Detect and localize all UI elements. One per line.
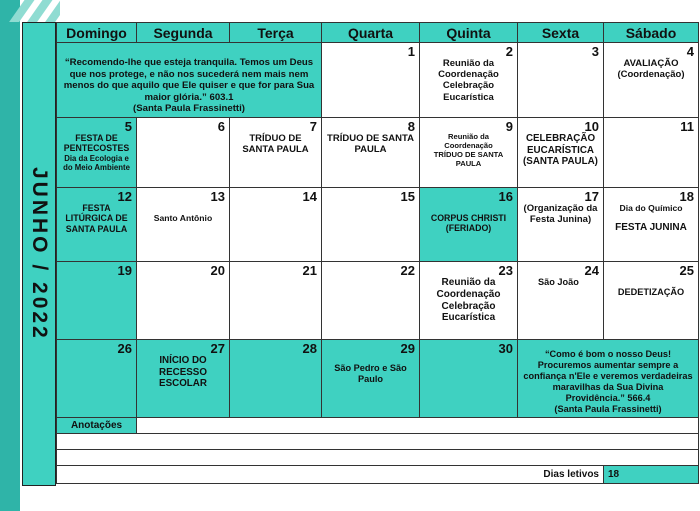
quote-bottom-text: “Como é bom o nosso Deus! Procuremos aumentar sempre a confiança n'Ele e veremos verdadeiras maravilhas da Sua Divina Providência.” 566.4 (523, 349, 693, 404)
school-days-row (57, 466, 699, 484)
day-cell-4[interactable] (604, 43, 699, 118)
school-days-value: 18 (604, 466, 699, 484)
day-event: INÍCIO DO RECESSO ESCOLAR (159, 355, 207, 390)
day-number: 6 (217, 119, 225, 134)
notes-row (57, 450, 699, 466)
day-cell-3[interactable] (518, 43, 604, 118)
day-cell-1[interactable] (322, 43, 420, 118)
quote-box-top (57, 43, 322, 118)
school-days-label: Dias letivos (57, 466, 604, 484)
notes-line[interactable] (137, 418, 699, 434)
day-number: 17 (584, 189, 599, 204)
weekday-thursday: Quinta (420, 23, 518, 43)
day-event: Reunião da Coordenação TRÍDUO DE SANTA PAULA (433, 132, 504, 168)
week-row-5 (57, 340, 699, 418)
day-cell-17[interactable] (518, 188, 604, 262)
day-number: 25 (679, 263, 694, 278)
day-number: 7 (309, 119, 317, 134)
day-number: 3 (591, 44, 599, 59)
weekday-wednesday: Quarta (322, 23, 420, 43)
day-cell-9[interactable] (420, 118, 518, 188)
day-number: 26 (117, 341, 132, 356)
day-event: DEDETIZAÇÃO (617, 287, 685, 297)
month-sidebar (22, 22, 56, 486)
day-event: TRÍDUO DE SANTA PAULA (242, 133, 309, 156)
day-cell-7[interactable] (230, 118, 322, 188)
day-cell-23[interactable] (420, 262, 518, 340)
day-cell-10[interactable] (518, 118, 604, 188)
day-cell-24[interactable] (518, 262, 604, 340)
day-number: 1 (407, 44, 415, 59)
notes-line[interactable] (57, 434, 699, 450)
calendar-grid (56, 22, 699, 484)
day-number: 22 (400, 263, 415, 278)
day-event: Reunião da Coordenação Celebração Eucarística (436, 277, 501, 324)
quote-box-bottom (518, 340, 699, 418)
day-number: 10 (584, 119, 599, 134)
day-number: 14 (302, 189, 317, 204)
day-number: 29 (400, 341, 415, 356)
day-event: Dia do Químico FESTA JUNINA (615, 203, 687, 234)
day-number: 15 (400, 189, 415, 204)
day-cell-16[interactable] (420, 188, 518, 262)
day-number: 24 (584, 263, 599, 278)
day-number: 13 (210, 189, 225, 204)
day-number: 27 (210, 341, 225, 356)
day-number: 2 (505, 44, 513, 59)
day-number: 21 (302, 263, 317, 278)
day-cell-15[interactable] (322, 188, 420, 262)
day-number: 30 (498, 341, 513, 356)
day-number: 28 (302, 341, 317, 356)
day-cell-8[interactable] (322, 118, 420, 188)
day-number: 8 (407, 119, 415, 134)
weekday-sunday: Domingo (57, 23, 137, 43)
day-number: 12 (117, 189, 132, 204)
day-number: 9 (505, 119, 513, 134)
day-cell-6[interactable] (137, 118, 230, 188)
day-cell-26[interactable] (57, 340, 137, 418)
weekday-header-row (57, 23, 699, 43)
weekday-monday: Segunda (137, 23, 230, 43)
day-event: CORPUS CHRISTI (FERIADO) (430, 213, 507, 234)
day-number: 19 (117, 263, 132, 278)
notes-row (57, 418, 699, 434)
day-number: 18 (679, 189, 694, 204)
month-title: JUNHO / 2022 (28, 167, 51, 341)
day-event: Santo Antônio (153, 213, 213, 223)
weekday-saturday: Sábado (604, 23, 699, 43)
quote-bottom-author: (Santa Paula Frassinetti) (554, 404, 662, 415)
day-cell-19[interactable] (57, 262, 137, 340)
quote-top-text: “Recomendo-lhe que esteja tranquila. Temos um Deus que nos protege, e não nos sucederá nem mais nem menos do que aquilo que Ele quiser e que for para Sua maior glória.” 603.1 (63, 57, 315, 103)
day-number: 5 (124, 119, 132, 134)
week-row-3 (57, 188, 699, 262)
day-event: CELEBRAÇÃO EUCARÍSTICA (SANTA PAULA) (523, 133, 598, 168)
day-number: 4 (686, 44, 694, 59)
day-event: FESTA DE PENTECOSTES Dia da Ecologia e do Meio Ambiente (63, 133, 130, 172)
day-event: São Pedro e São Paulo (334, 363, 407, 384)
corner-decoration (0, 0, 60, 22)
day-cell-20[interactable] (137, 262, 230, 340)
day-number: 11 (680, 119, 694, 134)
week-row-4 (57, 262, 699, 340)
day-event: São João (538, 277, 579, 287)
day-number: 20 (210, 263, 225, 278)
day-cell-12[interactable] (57, 188, 137, 262)
day-number: 16 (498, 189, 513, 204)
day-number: 23 (498, 263, 513, 278)
day-event: TRÍDUO DE SANTA PAULA (327, 133, 414, 156)
day-cell-5[interactable] (57, 118, 137, 188)
day-cell-25[interactable] (604, 262, 699, 340)
day-cell-18[interactable] (604, 188, 699, 262)
notes-line[interactable] (57, 450, 699, 466)
day-cell-13[interactable] (137, 188, 230, 262)
weekday-tuesday: Terça (230, 23, 322, 43)
notes-row (57, 434, 699, 450)
day-cell-22[interactable] (322, 262, 420, 340)
notes-label: Anotações (57, 418, 137, 434)
week-row-1 (57, 43, 699, 118)
day-event: Reunião da Coordenação Celebração Eucarística (438, 58, 499, 103)
week-row-2 (57, 118, 699, 188)
day-cell-21[interactable] (230, 262, 322, 340)
left-border-band (0, 0, 20, 511)
day-event: AVALIAÇÃO (Coordenação) (617, 58, 685, 81)
weekday-friday: Sexta (518, 23, 604, 43)
day-cell-2[interactable] (420, 43, 518, 118)
quote-top-author: (Santa Paula Frassinetti) (133, 103, 245, 114)
day-cell-27[interactable] (137, 340, 230, 418)
day-cell-30[interactable] (420, 340, 518, 418)
day-cell-11[interactable] (604, 118, 699, 188)
day-event: FESTA LITÚRGICA DE SANTA PAULA (65, 203, 128, 234)
day-cell-29[interactable] (322, 340, 420, 418)
day-event: (Organização da Festa Junina) (523, 203, 598, 226)
day-cell-14[interactable] (230, 188, 322, 262)
day-cell-28[interactable] (230, 340, 322, 418)
